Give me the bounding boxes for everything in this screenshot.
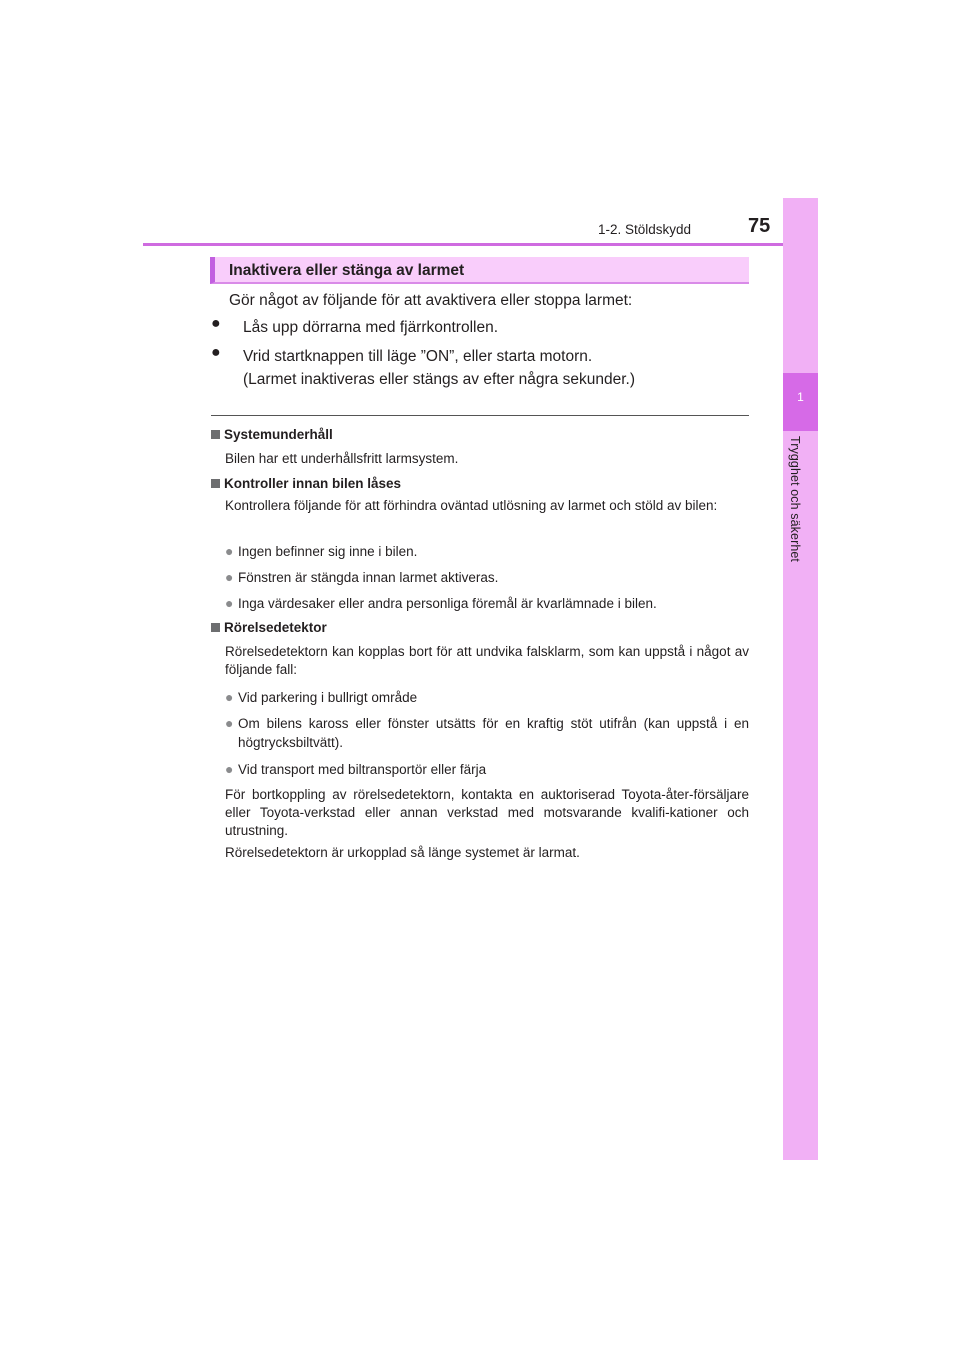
lead-text: Gör något av följande för att avaktivera eller stoppa larmet:: [229, 292, 633, 309]
bullet-icon: ●: [211, 344, 221, 361]
section-heading-box: [210, 257, 749, 284]
chapter-sidebar: [783, 198, 818, 1160]
square-bullet-icon: [211, 623, 220, 632]
bullet-icon: ●: [225, 761, 234, 777]
note-closing-text: För bortkoppling av rörelsedetektorn, kontakta en auktoriserad Toyota-åter-försäljare eller Toyota-verkstad eller annan verkstad med motsvarande kvalifi-kationer och utrustning.: [225, 787, 749, 838]
bullet-icon: ●: [225, 689, 234, 705]
page-number: 75: [748, 215, 771, 237]
bullet-icon: ●: [225, 595, 234, 611]
note-heading: Systemunderhåll: [211, 427, 333, 442]
note-heading: Kontroller innan bilen låses: [211, 476, 401, 491]
section-reference: 1-2. Stöldskydd: [598, 222, 692, 237]
square-bullet-icon: [211, 479, 220, 488]
section-divider: [211, 415, 749, 416]
note-text: Rörelsedetektorn kan kopplas bort för att undvika falsklarm, som kan uppstå i något av följande fall:: [225, 644, 749, 677]
note-closing-text: Rörelsedetektorn är urkopplad så länge systemet är larmat.: [225, 845, 580, 860]
section-heading: Inaktivera eller stänga av larmet: [229, 262, 465, 279]
bullet-icon: ●: [211, 315, 221, 332]
chapter-title: Trygghet och säkerhet: [788, 436, 802, 563]
bullet-icon: ●: [225, 543, 234, 559]
bullet-icon: ●: [225, 569, 234, 585]
note-text: Kontrollera följande för att förhindra oväntad utlösning av larmet och stöld av bilen:: [225, 498, 718, 513]
note-text: Bilen har ett underhållsfritt larmsystem.: [225, 451, 459, 466]
note-heading: Rörelsedetektor: [211, 620, 327, 635]
square-bullet-icon: [211, 430, 220, 439]
header-rule: [143, 243, 818, 246]
bullet-icon: ●: [225, 715, 234, 731]
chapter-number: 1: [797, 390, 804, 404]
